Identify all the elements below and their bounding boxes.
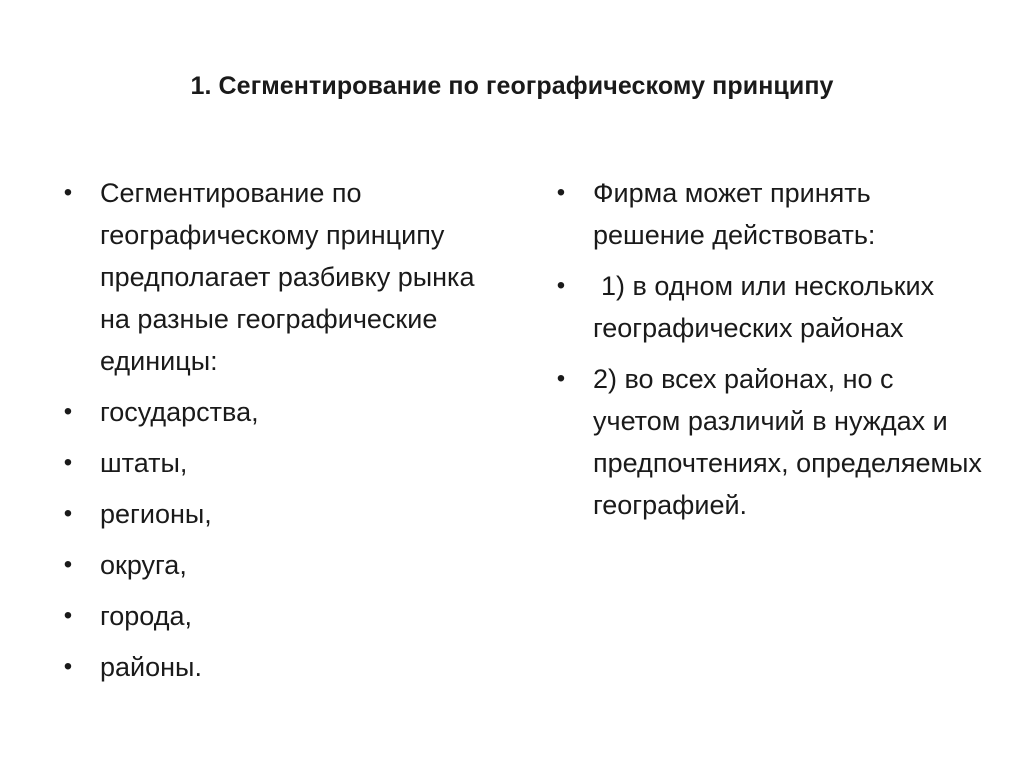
left-bullet-list bbox=[52, 172, 512, 697]
bullet-item-intro bbox=[52, 172, 512, 382]
bullet-text: 2) во всех районах, но с учетом различий в нуждах и предпочтениях, определяемых географией. bbox=[593, 364, 982, 520]
bullet-icon: • bbox=[556, 365, 566, 392]
bullet-icon: • bbox=[63, 500, 73, 527]
right-bullet-list bbox=[545, 172, 995, 535]
bullet-icon: • bbox=[63, 179, 73, 206]
bullet-item-states bbox=[52, 391, 512, 433]
bullet-text: государства, bbox=[100, 397, 259, 427]
bullet-item-decision bbox=[545, 172, 995, 256]
bullet-text: штаты, bbox=[100, 448, 188, 478]
bullet-item-regions bbox=[52, 493, 512, 535]
bullet-item-option-two bbox=[545, 358, 995, 526]
bullet-icon: • bbox=[63, 551, 73, 578]
bullet-icon: • bbox=[63, 653, 73, 680]
bullet-icon: • bbox=[63, 398, 73, 425]
bullet-text: районы. bbox=[100, 652, 202, 682]
bullet-text: Сегментирование по географическому принципу предполагает разбивку рынка на разные географические единицы: bbox=[100, 178, 475, 376]
bullet-text: округа, bbox=[100, 550, 187, 580]
bullet-item-cities bbox=[52, 595, 512, 637]
bullet-item-option-one bbox=[545, 265, 995, 349]
bullet-text: города, bbox=[100, 601, 192, 631]
bullet-icon: • bbox=[63, 449, 73, 476]
bullet-icon: • bbox=[556, 179, 566, 206]
bullet-text: 1) в одном или нескольких географических районах bbox=[593, 271, 935, 343]
slide-title: 1. Сегментирование по географическому принципу bbox=[190, 72, 834, 100]
bullet-text: Фирма может принять решение действовать: bbox=[593, 178, 876, 250]
bullet-icon: • bbox=[556, 272, 566, 299]
bullet-item-provinces bbox=[52, 442, 512, 484]
bullet-item-districts bbox=[52, 544, 512, 586]
bullet-item-areas bbox=[52, 646, 512, 688]
bullet-icon: • bbox=[63, 602, 73, 629]
bullet-text: регионы, bbox=[100, 499, 212, 529]
